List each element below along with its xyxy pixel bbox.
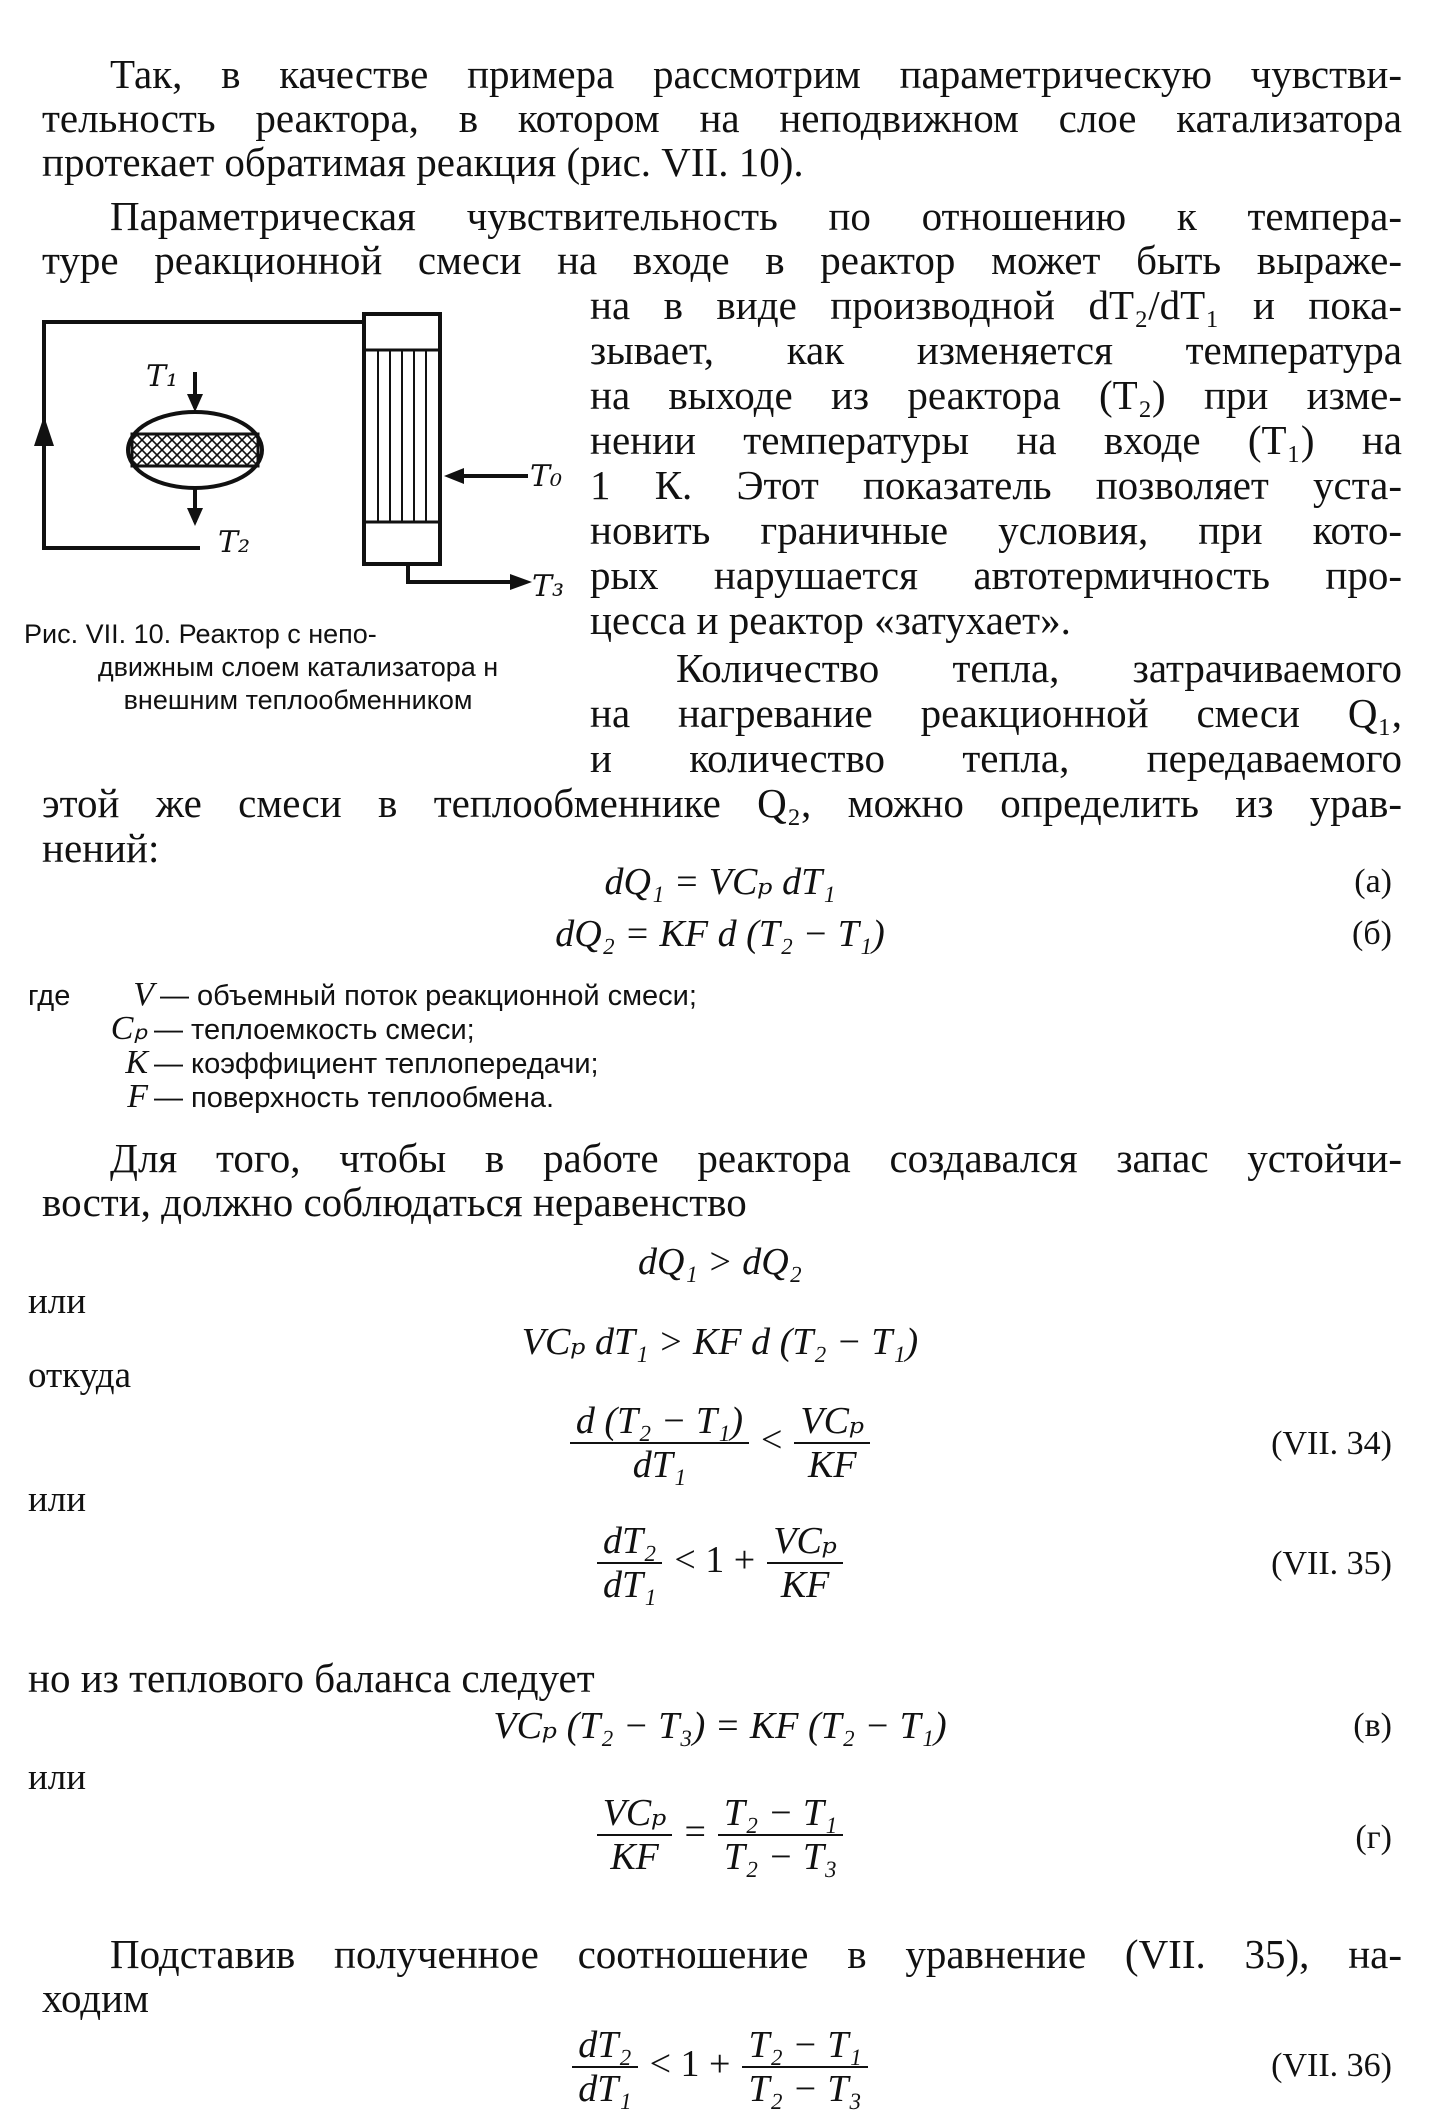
definition-symbol: F <box>127 1078 148 1115</box>
numerator: T₂ − T₁ <box>718 1792 843 1836</box>
numerator: d (T₂ − T₁) <box>570 1400 749 1444</box>
definition-symbol: V <box>133 976 154 1013</box>
equation-vii-34-number: (VII. 34) <box>1271 1425 1392 1462</box>
sensitivity-line-6: нении температуры на входе (T₁) на <box>590 417 1402 463</box>
connector-ili-1: или <box>28 1281 87 1322</box>
label-t0: T₀ <box>530 459 563 494</box>
fraction <box>794 1400 870 1486</box>
equation-v-number: (в) <box>1353 1707 1392 1744</box>
equation-g-number: (г) <box>1355 1819 1392 1856</box>
t3-arrow <box>510 574 532 590</box>
symbol-definitions <box>28 978 928 1114</box>
equation-a-body: dQ₁ = VCₚ dT₁ <box>604 861 836 903</box>
label-t3: T₃ <box>532 569 565 600</box>
connector-ili-3: или <box>28 1757 87 1798</box>
caption-line-2: движным слоем катализатора н <box>97 652 499 682</box>
fraction <box>570 1400 749 1486</box>
definition-text: — объемный поток реакционной смеси; <box>160 980 697 1012</box>
stability-line-1: Для того, чтобы в работе реактора создавался запас устойчи- <box>110 1135 1402 1181</box>
fraction <box>767 1520 843 1606</box>
denominator: KF <box>780 1564 830 1606</box>
fraction <box>597 1792 673 1878</box>
denominator: KF <box>808 1444 857 1486</box>
denominator: dT₁ <box>603 1564 657 1606</box>
sensitivity-line-7: 1 К. Этот показатель позволяет уста- <box>590 462 1402 508</box>
heat-line-4: этой же смеси в теплообменнике Q₂, можно определить из урав- <box>42 780 1402 826</box>
t2-arrow <box>187 508 203 526</box>
equation-g-body <box>0 1792 1440 1878</box>
sensitivity-line-2: туре реакционной смеси на входе в реактор может быть выраже- <box>42 237 1402 283</box>
stability-line-2: вости, должно соблюдаться неравенство <box>42 1179 747 1225</box>
equation-vii-35-number: (VII. 35) <box>1271 1545 1392 1582</box>
heat-line-1: Количество тепла, затрачиваемого <box>676 645 1402 691</box>
definition-row <box>28 978 928 1012</box>
definition-row <box>28 1012 928 1046</box>
heat-line-3: и количество тепла, передаваемого <box>590 735 1402 781</box>
substitute-line-2: ходим <box>42 1975 150 2021</box>
fraction <box>597 1520 662 1606</box>
definition-symbol: Cₚ <box>110 1010 148 1047</box>
substitute-line-1: Подставив полученное соотношение в уравнение (VII. 35), на- <box>110 1931 1402 1977</box>
operator: < <box>760 1418 783 1461</box>
equation-b-body: dQ₂ = KF d (T₂ − T₁) <box>555 913 885 955</box>
denominator: dT₁ <box>578 2068 632 2110</box>
catalyst-bed <box>132 434 258 466</box>
equation-vii-34-body <box>0 1400 1440 1486</box>
denominator: dT₁ <box>632 1444 687 1486</box>
numerator: dT₂ <box>597 1520 662 1564</box>
heat-line-5: нений: <box>42 825 160 871</box>
reactor-diagram <box>12 300 572 600</box>
numerator: VCₚ <box>597 1792 673 1836</box>
numerator: VCₚ <box>794 1400 870 1444</box>
equation-vii-36-body <box>0 2024 1440 2110</box>
equation-vii-35-body <box>0 1520 1440 1606</box>
t3-outlet-line <box>408 564 512 582</box>
fraction <box>718 1792 843 1878</box>
intro-line-2: тельность реактора, в котором на неподвижном слое катализатора <box>42 95 1402 141</box>
balance-line: но из теплового баланса следует <box>28 1655 595 1701</box>
intro-line-1: Так, в качестве примера рассмотрим параметрическую чувстви- <box>110 51 1402 97</box>
figure-caption <box>24 618 572 717</box>
definition-text: — коэффициент теплопередачи; <box>154 1048 599 1080</box>
sensitivity-line-5: на выходе из реактора (T₂) при изме- <box>590 372 1402 418</box>
fraction <box>742 2024 867 2110</box>
definition-row <box>28 1046 928 1080</box>
equation-a-number: (а) <box>1354 863 1392 900</box>
definition-text: — поверхность теплообмена. <box>154 1082 555 1114</box>
inequality-1-body: dQ₁ > dQ₂ <box>638 1241 802 1283</box>
connector-ili-2: или <box>28 1479 87 1520</box>
operator: = <box>684 1810 706 1853</box>
heat-line-2: на нагревание реакционной смеси Q₁, <box>590 690 1402 736</box>
t1-arrow <box>187 394 203 412</box>
denominator: T₂ − T₃ <box>748 2068 862 2110</box>
equation-v-body: VCₚ (T₂ − T₃) = KF (T₂ − T₁) <box>493 1705 947 1747</box>
definition-row <box>28 1080 928 1114</box>
denominator: T₂ − T₃ <box>723 1836 838 1878</box>
definition-lead: где <box>28 980 71 1012</box>
upward-arrow <box>34 416 54 446</box>
definition-text: — теплоемкость смеси; <box>154 1014 475 1046</box>
equation-vii-36-number: (VII. 36) <box>1271 2047 1392 2084</box>
sensitivity-line-9: рых нарушается автотермичность про- <box>590 552 1402 598</box>
numerator: T₂ − T₁ <box>742 2024 867 2068</box>
sensitivity-line-3: на в виде производной dT₂/dT₁ и пока- <box>590 282 1402 328</box>
label-t2: T₂ <box>218 525 251 560</box>
equation-b-number: (б) <box>1352 915 1392 952</box>
heat-exchanger-tubes <box>378 350 426 522</box>
caption-line-3: внешним теплообменником <box>123 685 473 715</box>
sensitivity-line-8: новить граничные условия, при кото- <box>590 507 1402 553</box>
sensitivity-line-1: Параметрическая чувствительность по отношению к темпера- <box>110 193 1402 239</box>
numerator: VCₚ <box>767 1520 843 1564</box>
connector-otkuda: откуда <box>28 1355 132 1396</box>
label-t1: T₁ <box>146 359 179 394</box>
operator: < 1 + <box>674 1538 756 1581</box>
denominator: KF <box>610 1836 659 1878</box>
caption-line-1: Рис. VII. 10. Реактор с непо- <box>24 619 377 649</box>
sensitivity-line-10: цесса и реактор «затухает». <box>590 597 1071 643</box>
inequality-2-body: VCₚ dT₁ > KF d (T₂ − T₁) <box>521 1321 919 1363</box>
definition-symbol: K <box>125 1044 148 1081</box>
numerator: dT₂ <box>572 2024 637 2068</box>
sensitivity-line-4: зывает, как изменяется температура <box>590 327 1402 373</box>
t0-arrow <box>444 468 464 484</box>
fraction <box>572 2024 637 2110</box>
operator: < 1 + <box>649 2042 731 2085</box>
intro-line-3: протекает обратимая реакция (рис. VII. 10). <box>42 139 804 185</box>
